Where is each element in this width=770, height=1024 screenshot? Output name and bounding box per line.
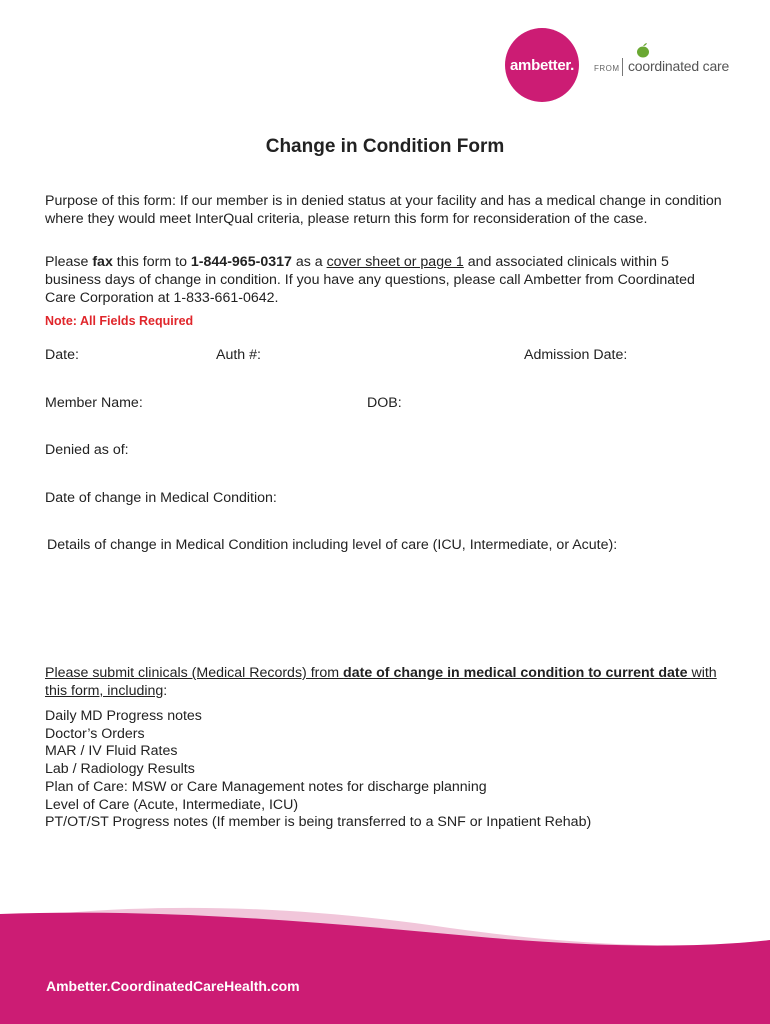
- list-item: Lab / Radiology Results: [45, 761, 195, 778]
- admission-date-field-label: Admission Date:: [524, 347, 628, 363]
- purpose-paragraph: Purpose of this form: If our member is in denied status at your facility and has a medical change in condition where they would meet InterQual criteria, please return this form for reconsideration of the case.: [45, 193, 722, 227]
- auth-field-label: Auth #:: [216, 347, 261, 363]
- logo-divider: [622, 58, 623, 76]
- date-field-label: Date:: [45, 347, 79, 363]
- submit-text-2: with this form, including: [45, 665, 717, 699]
- date-of-change-field-label: Date of change in Medical Condition:: [45, 490, 277, 506]
- list-item: Doctor’s Orders: [45, 725, 145, 742]
- submit-instructions: [45, 664, 725, 700]
- footer-wave: [0, 900, 770, 1024]
- submit-text-1: Please submit clinicals (Medical Records) from: [45, 665, 344, 681]
- page-title: Change in Condition Form: [265, 136, 505, 157]
- cover-sheet-text: cover sheet or page 1: [326, 254, 464, 270]
- fax-text-4: and associated clinicals within 5 business days of change in condition. If you have any questions, please call Ambetter from Coordinated Care Corporation at 1-833-661-0642.: [45, 254, 695, 306]
- ambetter-logo: [505, 28, 579, 102]
- ambetter-logo-text: ambetter.: [510, 56, 574, 74]
- fax-text-1: Please: [45, 254, 93, 270]
- details-field-label: Details of change in Medical Condition including level of care (ICU, Intermediate, or Acute):: [47, 537, 618, 553]
- footer-website-link[interactable]: Ambetter.CoordinatedCareHealth.com: [46, 978, 300, 994]
- list-item: Level of Care (Acute, Intermediate, ICU): [45, 796, 299, 813]
- fax-text-2: this form to: [112, 254, 191, 270]
- apple-icon: [636, 42, 650, 58]
- list-item: PT/OT/ST Progress notes (If member is being transferred to a SNF or Inpatient Rehab): [45, 814, 592, 831]
- dob-field-label: DOB:: [367, 395, 402, 411]
- denied-as-of-field-label: Denied as of:: [45, 442, 129, 458]
- list-item: Plan of Care: MSW or Care Management notes for discharge planning: [45, 778, 487, 795]
- submit-bold-range: date of change in medical condition to current date: [343, 665, 688, 681]
- list-item: MAR / IV Fluid Rates: [45, 743, 178, 760]
- coordinated-care-logo: coordinated care: [628, 58, 730, 74]
- required-note: Note: All Fields Required: [45, 314, 194, 328]
- fax-number: 1-844-965-0317: [190, 254, 292, 270]
- list-item: Daily MD Progress notes: [45, 708, 202, 724]
- member-name-field-label: Member Name:: [45, 395, 143, 411]
- logo-from-text: FROM: [594, 64, 620, 73]
- fax-instructions-paragraph: [45, 253, 725, 307]
- fax-text-3: as a: [291, 254, 327, 270]
- submit-colon: :: [163, 683, 168, 699]
- clinicals-list: [45, 708, 591, 832]
- fax-word: fax: [92, 254, 113, 270]
